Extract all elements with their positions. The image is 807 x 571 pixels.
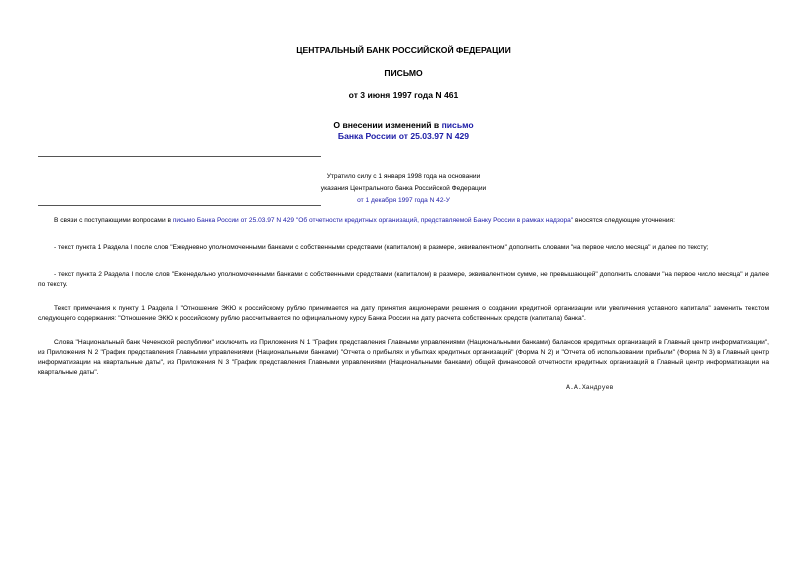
status-note-line1: Утратило силу с 1 января 1998 года на основании	[326, 173, 481, 180]
subject-link-reference[interactable]: Банка России от 25.03.97 N 429	[337, 131, 470, 141]
paragraph-intro-suffix: вносятся следующие уточнения:	[573, 217, 675, 224]
status-note-line2: указания Центрального банка Российской Федерации	[320, 185, 487, 192]
issuer-title: ЦЕНТРАЛЬНЫЙ БАНК РОССИЙСКОЙ ФЕДЕРАЦИИ	[296, 45, 511, 55]
paragraph-intro	[38, 216, 769, 226]
document-date-number: от 3 июня 1997 года N 461	[348, 90, 459, 100]
divider-bottom	[38, 205, 321, 206]
divider-top	[38, 156, 321, 157]
subject-link-letter[interactable]: письмо	[441, 120, 474, 130]
document-type: ПИСЬМО	[384, 68, 423, 78]
paragraph-item-1: - текст пункта 1 Раздела I после слов "Ежедневно уполномоченными банками с собственными средствами (капиталом) в размере, эквивалентном" дополнить словами "на первое число месяца" и далее по тексту;	[54, 244, 709, 251]
document-body	[38, 216, 769, 392]
paragraph-appendix-change: Слова "Национальный банк Чеченской республики" исключить из Приложения N 1 "График представления Главными управлениями (Национальными банками) балансов кредитных организаций в Главный центр информатизации", из Приложения N 2 "График представления Главными управлениями (Национальными банками) "Отчета о прибылях и убытках кредитных организаций" (Форма N 2) и "Отчета об использовании прибыли" (Форма N 3) в Главный центр информатизации на квартальные даты", из Приложения N 3 "График представления Главными управлениями (Национальными банками) общей финансовой отчетности кредитных организаций в Главный центр информатизации на квартальные даты".	[38, 339, 769, 376]
paragraph-note-change: Текст примечания к пункту 1 Раздела I "Отношение ЭКЮ к российскому рублю принимается на дату принятия акционерами решения о создании кредитной организации или увеличения уставного капитала" заменить текстом следующего содержания: "Отношение ЭКЮ к российскому рублю рассчитывается по официальному курсу Банка России на дату расчета собственных средств (капитала) банка".	[38, 305, 769, 322]
document-subject	[0, 120, 807, 142]
status-note	[0, 171, 807, 207]
paragraph-intro-link[interactable]: письмо Банка России от 25.03.97 N 429 "Об отчетности кредитных организаций, представляемой Банку России в рамках надзора"	[172, 217, 574, 224]
paragraph-item-2: - текст пункта 2 Раздела I после слов "Еженедельно уполномоченными банками с собственными средствами (капиталом) в размере, эквивалентном сумме, не превышающей" дополнить словами "на первое число месяца" и далее по тексту.	[38, 271, 769, 288]
status-note-link[interactable]: от 1 декабря 1997 года N 42-У	[357, 197, 450, 204]
subject-prefix: О внесении изменений в	[333, 120, 442, 130]
signature: А.А.Хандруев	[566, 384, 614, 391]
paragraph-intro-prefix: В связи с поступающими вопросами в	[54, 217, 173, 224]
